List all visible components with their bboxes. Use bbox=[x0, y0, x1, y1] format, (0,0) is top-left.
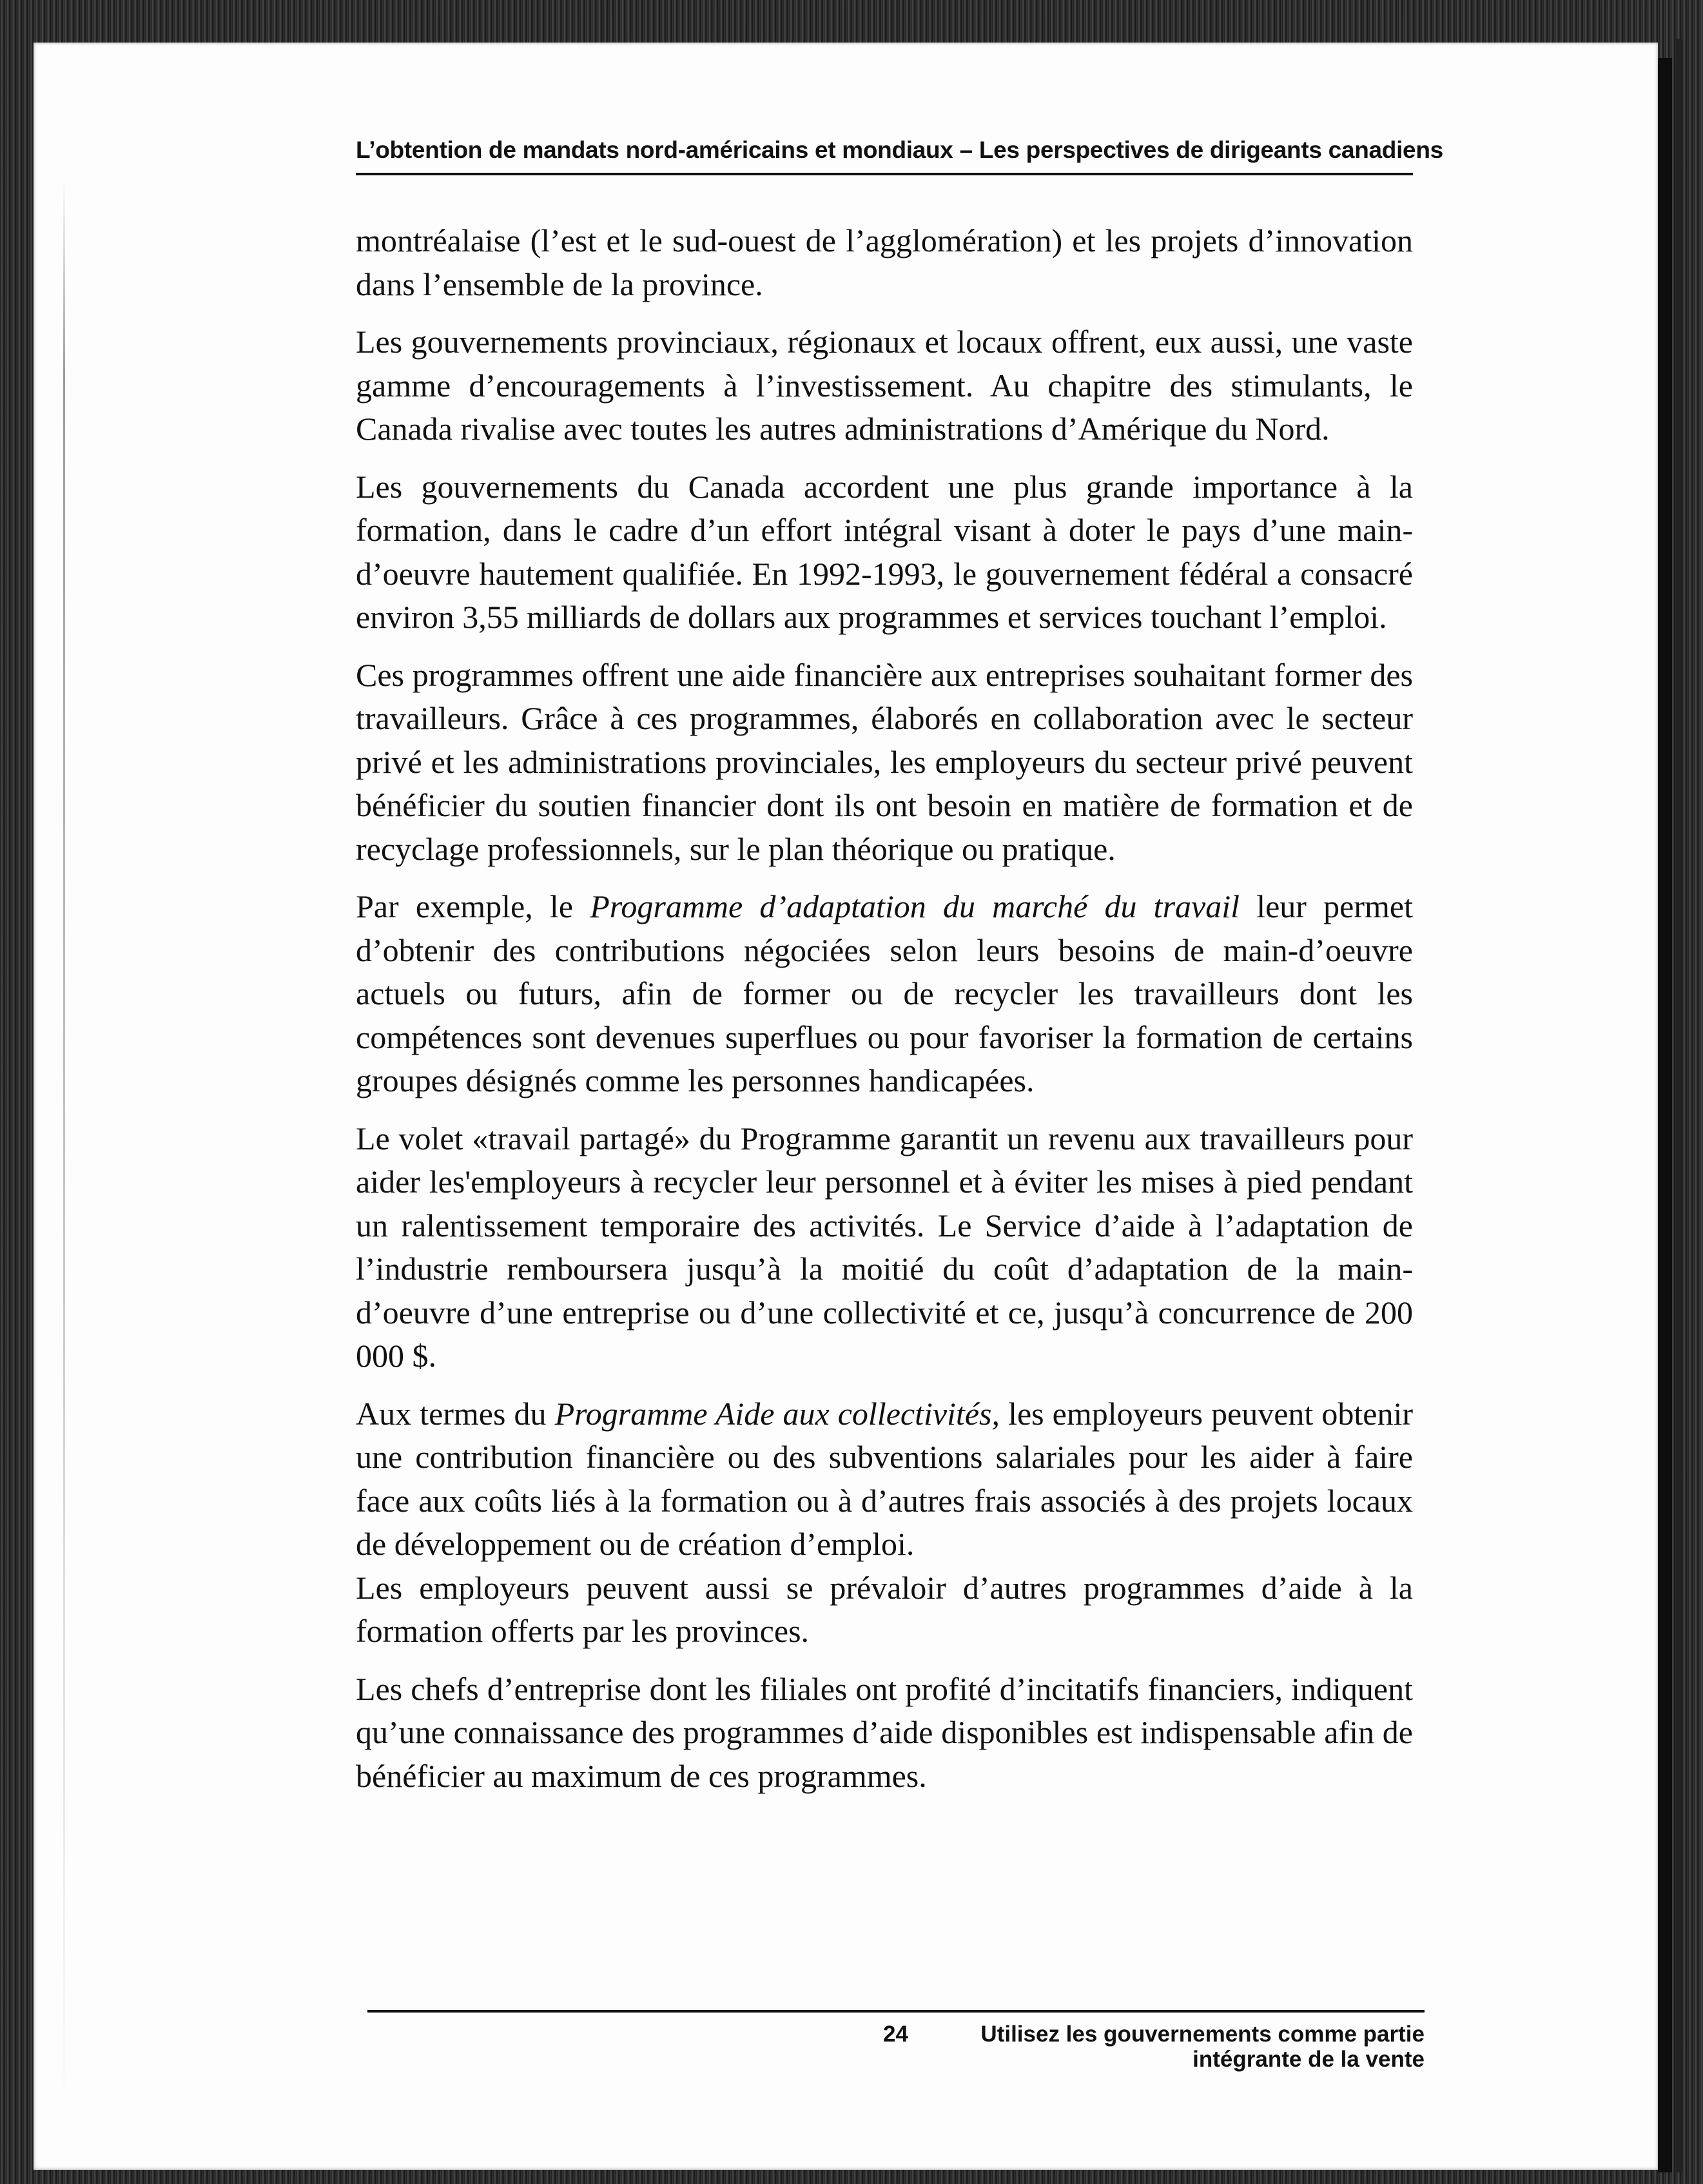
paragraph: Le volet «travail partagé» du Programme garantit un revenu aux travailleurs pour aider les'employeurs à recycler leur personnel et à éviter les mises à pied pendant un ralentissement temporaire des activités. Le Service d’aide à l’adaptation de l’industrie remboursera jusqu’à la moitié du coût d’adaptation de la main-d’oeuvre d’une entreprise ou d’une collectivité et ce, jusqu’à concurrence de 200 000 $. bbox=[356, 1120, 1413, 1374]
paragraph: Les chefs d’entreprise dont les filiales ont profité d’incitatifs financiers, indiquent qu’une connaissance des programmes d’aide disponibles est indispensable afin de bénéficier au maximum de ces programmes. bbox=[356, 1670, 1413, 1794]
header-rule bbox=[356, 173, 1413, 175]
paragraph: Les employeurs peuvent aussi se prévaloir d’autres programmes d’aide à la formation offerts par les provinces. bbox=[356, 1569, 1413, 1649]
paragraph bbox=[356, 885, 1413, 1103]
page-number: 24 bbox=[883, 2022, 908, 2047]
paragraph: Les gouvernements provinciaux, régionaux et locaux offrent, eux aussi, une vaste gamme d’encouragements à l’investissement. Au chapitre des stimulants, le Canada rivalise avec toutes les autres administrations d’Amérique du Nord. bbox=[356, 324, 1413, 447]
book-spine-shadow bbox=[1658, 58, 1672, 2172]
running-header: L’obtention de mandats nord-américains et mondiaux – Les perspectives de dirigeants canadiens bbox=[356, 137, 1443, 163]
paragraph: Ces programmes offrent une aide financière aux entreprises souhaitant former des travailleurs. Grâce à ces programmes, élaborés en collaboration avec le secteur privé et les administrations provinciales, les employeurs du secteur privé peuvent bénéficier du soutien financier dont ils ont besoin en matière de formation et de recyclage professionnels, sur le plan théorique ou pratique. bbox=[356, 656, 1413, 867]
footer-line: intégrante de la vente bbox=[1192, 2047, 1425, 2072]
program-name: Programme d’adaptation du marché du travail bbox=[590, 888, 1240, 924]
footer-rule bbox=[367, 2010, 1425, 2013]
body-text bbox=[356, 219, 1413, 1812]
scan-artifact-line bbox=[63, 180, 65, 2114]
paragraph: montréalaise (l’est et le sud-ouest de l’agglomération) et les projets d’innovation dans l’ensemble de la province. bbox=[356, 222, 1413, 302]
paragraph bbox=[356, 1392, 1413, 1566]
running-footer bbox=[838, 2022, 1425, 2072]
paragraph-text: les employeurs peuvent obtenir une contribution financière ou des subventions salariales pour les aider à faire face aux coûts liés à la formation ou à d’autres frais associés à des projets locaux de développement ou de création d’emploi. bbox=[356, 1395, 1413, 1562]
paragraph-text: Par exemple, le bbox=[356, 888, 590, 924]
scan-edge-right bbox=[1676, 39, 1682, 2172]
paragraph: Les gouvernements du Canada accordent une plus grande importance à la formation, dans le cadre d’un effort intégral visant à doter le pays d’une main-d’oeuvre hautement qualifiée. En 1992-1993, le gouvernement fédéral a consacré environ 3,55 milliards de dollars aux programmes et services touchant l’emploi. bbox=[356, 468, 1413, 635]
paragraph-text: leur permet d’obtenir des contributions négociées selon leurs besoins de main-d’oeuvre actuels ou futurs, afin de former ou de recycler les travailleurs dont les compétences sont devenues superflues ou pour favoriser la formation de certains groupes désignés comme les personnes handicapées. bbox=[356, 888, 1413, 1098]
footer-line: Utilisez les gouvernements comme partie bbox=[980, 2022, 1425, 2047]
paragraph-text: Aux termes du bbox=[356, 1395, 555, 1432]
program-name: Programme Aide aux collectivités, bbox=[554, 1395, 1000, 1432]
